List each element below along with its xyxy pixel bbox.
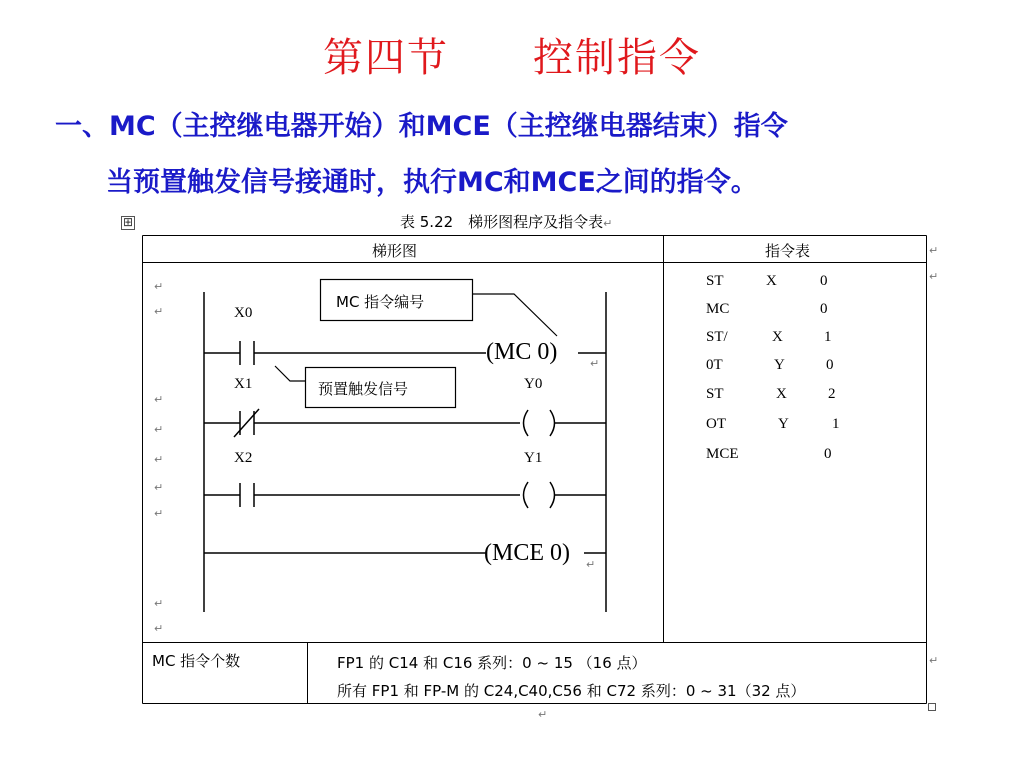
paragraph-mark-icon: ↵ [603,217,613,230]
paragraph-mark-icon: ↵ [154,481,164,494]
paragraph-mark-icon: ↵ [154,453,164,466]
contact-x0-label: X0 [234,305,253,321]
table-move-handle-icon[interactable]: ⊞ [122,215,134,229]
instruction-op: 0T [706,357,723,373]
paragraph-mark-icon: ↵ [154,305,164,318]
instruction-number: 1 [824,329,832,345]
paragraph-mark-icon: ↵ [538,708,548,721]
paragraph-mark-icon: ↵ [929,270,939,283]
coil-y1-left [524,482,529,508]
instruction-header: 指令表 [765,242,811,260]
instruction-number: 2 [828,386,836,402]
ladder-header: 梯形图 [372,242,418,260]
section-heading: 一、MC（主控继电器开始）和MCE（主控继电器结束）指令 [55,111,788,142]
rung-y1 [204,482,606,508]
instruction-number: 0 [820,273,828,289]
paragraph-mark-icon: ↵ [154,507,164,520]
instruction-number: 1 [832,416,840,432]
mc-count-label: MC 指令个数 [152,652,241,670]
coil-y1-right [550,482,555,508]
instruction-op: ST [706,386,724,402]
instruction-op: OT [706,416,726,432]
paragraph-mark-icon: ↵ [154,622,164,635]
paragraph-mark-icon: ↵ [590,357,600,370]
table-resize-handle-icon[interactable] [928,703,936,711]
instruction-device: X [766,273,777,289]
instruction-op: ST [706,273,724,289]
instruction-device: Y [774,357,785,373]
slide-title: 第四节 控制指令 [323,35,701,81]
callout-trigger-leader [275,366,305,381]
instruction-op: MC [706,301,730,317]
rung-y0 [204,409,606,437]
paragraph-mark-icon: ↵ [154,597,164,610]
mc-count-fp1-fpm: 所有 FP1 和 FP-M 的 C24,C40,C56 和 C72 系列：0 ~ 31（32 点） [337,682,806,700]
coil-y0-right [550,410,555,436]
coil-y1-label: Y1 [524,450,543,466]
contact-x2-label: X2 [234,450,253,466]
table-grid [143,236,927,704]
mc-instruction-label: (MC 0) [486,339,558,365]
section-description: 当预置触发信号接通时，执行MC和MCE之间的指令。 [106,167,758,198]
callout-trigger-text: 预置触发信号 [318,380,409,398]
table-caption-text: 表 5.22 梯形图程序及指令表 [400,213,604,231]
contact-x1-label: X1 [234,376,253,392]
paragraph-mark-icon: ↵ [586,558,596,571]
instruction-number: 0 [824,446,832,462]
instruction-op: ST/ [706,329,728,345]
mce-instruction-label: (MCE 0) [484,540,570,566]
instruction-device: X [776,386,787,402]
instruction-number: 0 [826,357,834,373]
coil-y0-left [524,410,529,436]
instruction-device: X [772,329,783,345]
instruction-number: 0 [820,301,828,317]
mc-count-fp1-c14-c16: FP1 的 C14 和 C16 系列：0 ~ 15 （16 点） [337,654,647,672]
paragraph-mark-icon: ↵ [929,244,939,257]
paragraph-mark-icon: ↵ [154,280,164,293]
callout-mc-leader [472,294,557,336]
coil-y0-label: Y0 [524,376,543,392]
instruction-device: Y [778,416,789,432]
paragraph-mark-icon: ↵ [154,423,164,436]
instruction-op: MCE [706,446,739,462]
callout-mc-text: MC 指令编号 [336,293,425,311]
paragraph-mark-icon: ↵ [929,654,939,667]
paragraph-mark-icon: ↵ [154,393,164,406]
